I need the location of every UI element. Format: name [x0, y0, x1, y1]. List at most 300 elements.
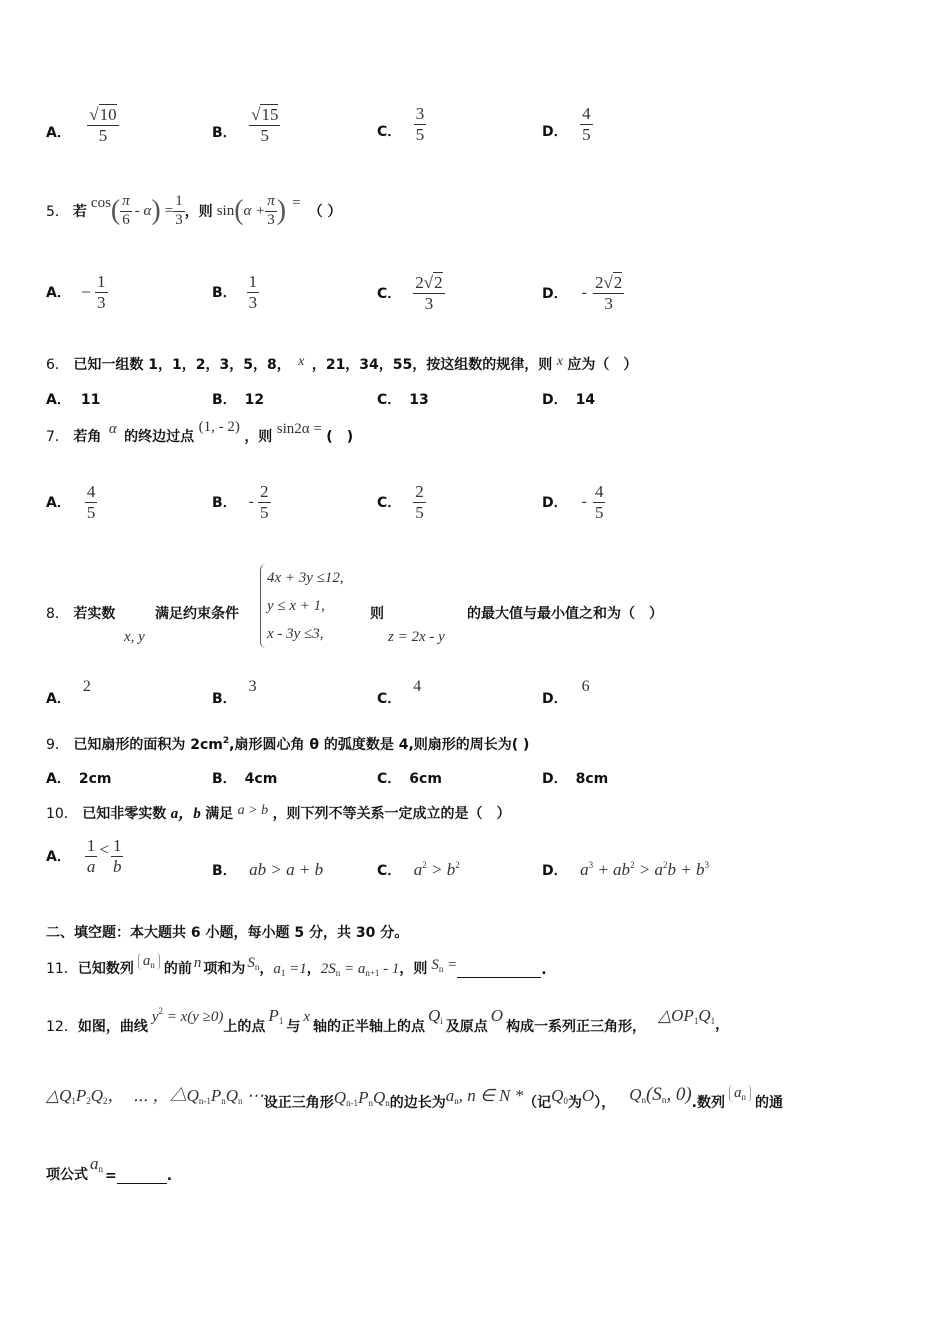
- q12-text: 轴的正半轴上的点: [312, 1019, 425, 1035]
- var-a: a: [273, 961, 281, 977]
- exponent: 2: [158, 1006, 163, 1016]
- numerator: π: [122, 193, 130, 210]
- q11-text: ，则: [399, 961, 428, 977]
- expression: [414, 860, 460, 879]
- period: .: [541, 962, 547, 978]
- period: .: [166, 1168, 173, 1184]
- pi-over-6: [120, 193, 132, 229]
- q12-text: 设正三角形: [263, 1095, 334, 1111]
- var-alpha: α: [108, 421, 117, 437]
- term: P: [75, 1086, 87, 1105]
- var-x: x: [303, 1009, 310, 1025]
- subscript: n: [98, 1164, 103, 1174]
- point: (1, - 2): [198, 419, 240, 435]
- q4-option-c: [377, 104, 426, 144]
- question-12-line3: [46, 1152, 172, 1184]
- var-n: n: [193, 955, 202, 971]
- denominator: 6: [120, 211, 132, 229]
- option-label: C．: [377, 392, 402, 408]
- term: + ab: [593, 860, 631, 879]
- superscript: 2: [222, 736, 230, 746]
- equals: =: [164, 202, 174, 219]
- var-y: y: [151, 1009, 159, 1025]
- numerator: 2: [260, 482, 269, 501]
- pi-over-3: [265, 193, 277, 229]
- term: > a: [634, 860, 664, 879]
- term: = a: [340, 961, 366, 977]
- q12-text: .数列: [691, 1095, 725, 1111]
- point-qi: [428, 1006, 443, 1026]
- subscript: n: [150, 960, 155, 970]
- q8-text: 的最大值与最小值之和为（ ）: [467, 606, 663, 622]
- base-a: a: [413, 860, 423, 879]
- fraction: [85, 836, 98, 876]
- option-label: B．: [212, 495, 237, 512]
- q8-option-c: [377, 676, 422, 707]
- var-a: a: [445, 1086, 455, 1105]
- q12-text: （记: [523, 1095, 552, 1111]
- subscript: n: [641, 1095, 646, 1105]
- section-title: 二、填空题：本大题共 6 小题，每小题 5 分，共 30 分。: [46, 925, 409, 941]
- sign: -: [581, 493, 587, 511]
- q12-text: 与: [286, 1019, 301, 1035]
- term: Q: [698, 1006, 711, 1025]
- subscript: 2: [86, 1096, 91, 1106]
- option-label: B．: [212, 124, 237, 141]
- radicand: 15: [261, 105, 279, 124]
- var-x: x: [556, 354, 563, 369]
- operator: >: [426, 860, 447, 879]
- option-label: A．: [46, 691, 71, 707]
- var-q: Q: [427, 1006, 441, 1025]
- option-label: D．: [542, 863, 568, 879]
- triangle-1: [658, 1006, 715, 1026]
- question-number: 5．: [46, 204, 69, 220]
- coefficient: 2: [594, 273, 604, 292]
- sequence-an: [138, 953, 160, 970]
- subscript: n: [335, 968, 341, 978]
- var-s: S: [431, 957, 439, 973]
- radicand: 2: [613, 273, 623, 292]
- subscript: 2: [103, 1096, 108, 1106]
- term: Q: [372, 1088, 386, 1107]
- var-a: a: [142, 953, 151, 969]
- vars-ab: a，b: [170, 806, 201, 822]
- operator: <: [99, 840, 109, 860]
- q6-option-a: [46, 389, 100, 409]
- question-number: 7．: [46, 429, 69, 445]
- option-label: D．: [542, 691, 568, 707]
- constraint-system: [260, 564, 344, 648]
- option-label: B．: [212, 285, 237, 302]
- fraction: [414, 104, 427, 144]
- q10-option-d: [542, 860, 709, 880]
- qn-coord: [629, 1084, 691, 1106]
- question-11-stem: [46, 948, 547, 978]
- q6-option-d: [542, 389, 595, 409]
- term: ⋯: [242, 1086, 264, 1105]
- right-paren: ): [151, 195, 161, 226]
- numerator: 4: [594, 482, 604, 501]
- q4-option-a: [46, 104, 119, 145]
- constraint-2: y ≤ x + 1,: [267, 598, 325, 614]
- denominator: 3: [248, 292, 258, 312]
- equals: =: [105, 1168, 117, 1184]
- exponent: 2: [663, 860, 668, 870]
- exponent: 2: [422, 860, 427, 870]
- cos-fn: cos: [90, 194, 111, 211]
- option-label: B．: [212, 392, 237, 408]
- q8-option-a: [46, 676, 91, 707]
- triangle-n: [108, 1081, 264, 1106]
- fraction: [95, 272, 108, 312]
- coord: , 0): [666, 1084, 692, 1105]
- subscript: i: [440, 1016, 443, 1026]
- term: Q: [225, 1086, 239, 1105]
- q12-text: 为: [567, 1095, 582, 1111]
- brace: [260, 564, 344, 648]
- right-paren: ): [276, 195, 287, 226]
- option-label: D．: [542, 495, 568, 512]
- option-value: 6cm: [409, 771, 442, 787]
- question-12-line1: [46, 1002, 729, 1036]
- subscript: n: [661, 1095, 667, 1105]
- subscript: 1: [710, 1016, 716, 1026]
- var-q: Q: [629, 1085, 642, 1104]
- option-label: D．: [542, 392, 568, 408]
- recurrence: [321, 961, 400, 978]
- option-value: 2cm: [78, 771, 112, 787]
- option-label: A．: [46, 124, 71, 141]
- question-9-stem: [46, 734, 529, 754]
- q10-text: ，则下列不等关系一定成立的是（ ）: [272, 806, 511, 822]
- radicand: 10: [99, 105, 117, 124]
- numerator: 4: [86, 482, 96, 501]
- question-8-stem: [46, 603, 115, 623]
- q10-option-b: [212, 860, 323, 880]
- fraction: $\frac{2√2}{3}$: [594, 273, 623, 313]
- subscript: n-1: [346, 1098, 359, 1108]
- numerator: 3: [415, 104, 425, 123]
- question-12-line2: [46, 1076, 783, 1112]
- fraction: [247, 272, 260, 312]
- side-length: [446, 1086, 523, 1106]
- q12-text: ），: [594, 1095, 616, 1111]
- fraction: [111, 836, 124, 876]
- subscript: n: [438, 964, 444, 974]
- expression: ab > a + b: [249, 860, 324, 879]
- q12-text: 及原点: [445, 1019, 488, 1035]
- fraction: [85, 482, 98, 522]
- denominator: 5: [87, 125, 118, 146]
- term: P: [358, 1088, 369, 1107]
- exponent: 3: [704, 860, 710, 870]
- radicand: 2: [434, 273, 443, 292]
- denominator: b: [112, 856, 122, 876]
- comma: ，: [715, 1017, 730, 1033]
- coord: (S: [645, 1084, 662, 1105]
- left-paren: (: [110, 195, 121, 226]
- subscript: n: [221, 1096, 226, 1106]
- q9-text: 已知扇形的面积为 2cm: [73, 737, 223, 753]
- term: ， ⋯ ，△Q: [107, 1086, 199, 1105]
- option-label: B．: [212, 771, 237, 787]
- q9-text: ,扇形圆心角 θ 的弧度数是 4,则扇形的周长为( ): [229, 737, 530, 753]
- domain: , n ∈ N *: [458, 1086, 524, 1105]
- denominator: 3: [413, 293, 444, 314]
- option-value: 3: [248, 678, 257, 695]
- question-number: 8．: [46, 606, 69, 622]
- q7-option-c: [377, 482, 426, 522]
- question-number: 6．: [46, 357, 69, 373]
- constraint-3: x - 3y ≤3,: [267, 626, 324, 642]
- option-value: 4cm: [244, 771, 278, 787]
- option-value: 14: [575, 392, 596, 408]
- var-s: S: [247, 955, 255, 971]
- denominator: 3: [265, 211, 277, 229]
- q8-text: 满足约束条件: [155, 606, 239, 622]
- numerator: 2: [415, 482, 424, 501]
- q8-option-d: [542, 676, 590, 707]
- option-value: 12: [244, 392, 265, 408]
- subscript: n+1: [365, 968, 380, 978]
- option-label: A．: [46, 849, 71, 866]
- denominator: 5: [594, 502, 604, 522]
- term: a: [580, 860, 589, 879]
- q8-option-b: [212, 676, 257, 707]
- subscript: 1: [278, 1016, 284, 1026]
- q10-option-a: [46, 836, 123, 876]
- fraction: [593, 482, 606, 522]
- question-number: 9．: [46, 737, 69, 753]
- q6-text: 已知一组数 1，1，2，3，5，8，: [73, 357, 291, 373]
- numerator: π: [267, 193, 275, 210]
- question-number: 10．: [46, 806, 78, 822]
- numerator: 1: [248, 272, 258, 291]
- q9-option-c: [377, 768, 442, 788]
- minus-sign: -: [581, 283, 587, 301]
- subscript: n: [741, 1092, 746, 1102]
- sequence-an: [729, 1085, 751, 1102]
- q5-then: ，则: [184, 204, 213, 220]
- q7-option-d: [542, 482, 605, 522]
- q7-text: 若角: [73, 429, 102, 445]
- option-value: 11: [80, 392, 101, 408]
- question-6-stem: [46, 354, 637, 374]
- question-10-stem: [46, 802, 511, 823]
- q12-text: 的边长为: [389, 1095, 446, 1111]
- exponent: 2: [455, 860, 460, 870]
- alpha-plus: α +: [243, 202, 266, 219]
- subscript: 1: [280, 968, 286, 978]
- option-label: B．: [212, 691, 237, 707]
- numerator: 1: [86, 836, 96, 855]
- q5-option-b: [212, 272, 259, 312]
- question-7-stem: [46, 419, 354, 446]
- left-paren: (: [234, 195, 244, 226]
- term: P: [210, 1086, 222, 1105]
- q4-option-d: [542, 104, 593, 144]
- denominator: 3: [175, 211, 183, 228]
- numerator: 1: [97, 272, 106, 291]
- constraint-1: 4x + 3y ≤12,: [267, 570, 344, 586]
- q9-option-b: [212, 768, 277, 788]
- q7-text: 的终边过点: [124, 429, 195, 445]
- option-label: C．: [377, 495, 402, 512]
- option-value: 13: [409, 392, 429, 408]
- question-number: 11．: [46, 961, 78, 977]
- denominator: 5: [582, 124, 591, 144]
- var-x: x: [298, 354, 305, 369]
- subscript: 1: [693, 1016, 699, 1026]
- term: △Q: [46, 1086, 72, 1105]
- option-label: A．: [46, 392, 71, 408]
- condition: a > b: [237, 803, 269, 818]
- q5-option-a: [46, 272, 108, 312]
- triangle-general: [334, 1088, 390, 1108]
- q6-text: ，21，34，55，按这组数的规律，则: [311, 357, 553, 373]
- an-general: [90, 1154, 103, 1174]
- q6-text: 应为（ ）: [567, 357, 638, 373]
- numerator: 4: [582, 104, 591, 123]
- denominator: 5: [415, 502, 424, 522]
- q12-text: 如图，曲线: [77, 1019, 148, 1035]
- sin-fn: sin: [216, 202, 235, 219]
- term: - 1: [379, 961, 400, 977]
- term: 2S: [320, 961, 336, 977]
- q12-text: 项公式: [46, 1167, 88, 1183]
- answer-blank[interactable]: [457, 963, 541, 978]
- point-p1: [268, 1006, 283, 1026]
- q5-option-d: [542, 272, 624, 313]
- q7-text: ，则: [244, 429, 273, 445]
- fraction: $\frac{√10}{5}$: [89, 105, 117, 145]
- option-label: A．: [46, 771, 71, 787]
- term: Q: [90, 1086, 104, 1105]
- comma: ，: [259, 961, 274, 977]
- sn-eq: [431, 957, 457, 974]
- base-b: b: [446, 860, 456, 879]
- q12-text: 的通: [754, 1095, 783, 1111]
- exponent: 3: [588, 860, 594, 870]
- origin-o: O: [490, 1006, 504, 1025]
- q7-option-b: [212, 482, 271, 522]
- q11-text: 项和为: [203, 961, 246, 977]
- q5-option-c: [377, 272, 445, 313]
- var-a: a: [733, 1085, 742, 1101]
- option-value: 8cm: [575, 771, 609, 787]
- denominator: 5: [249, 125, 280, 146]
- subscript: n: [254, 962, 260, 972]
- minus-sign: −: [80, 281, 91, 302]
- q6-option-c: [377, 389, 429, 409]
- sin2alpha: sin2α =: [276, 421, 322, 437]
- numerator: 1: [175, 193, 183, 210]
- q0: [551, 1086, 568, 1106]
- option-value: 6: [581, 678, 590, 695]
- subscript: n-1: [198, 1096, 211, 1106]
- q8-xy: x, y: [124, 629, 145, 645]
- one-third: [173, 193, 185, 229]
- answer-blank[interactable]: [117, 1169, 167, 1184]
- q10-text: 满足: [205, 806, 234, 822]
- origin-o: O: [581, 1086, 595, 1105]
- expression: [580, 860, 709, 879]
- subscript: 0: [563, 1096, 568, 1106]
- denominator: 3: [593, 293, 624, 314]
- option-label: C．: [377, 691, 402, 707]
- subscript: n: [368, 1098, 373, 1108]
- curve-eq: [152, 1006, 224, 1026]
- denominator: a: [86, 856, 96, 876]
- term: Q: [333, 1088, 347, 1107]
- q11-text: 的前: [163, 961, 192, 977]
- a1-eq: [273, 961, 306, 978]
- triangle-2: [46, 1086, 108, 1106]
- fraction: $\frac{2√2}{3}$: [415, 273, 443, 313]
- fraction: [413, 482, 426, 522]
- option-label: C．: [377, 863, 402, 879]
- numerator: 1: [112, 836, 122, 855]
- q10-option-c: [377, 860, 460, 880]
- option-value: 4: [413, 678, 422, 695]
- denominator: 5: [86, 502, 96, 522]
- option-label: B．: [212, 863, 237, 879]
- q7-option-a: [46, 482, 97, 522]
- sn: [247, 955, 259, 972]
- answer-paren: （ ）: [308, 204, 342, 220]
- var-p: P: [268, 1006, 279, 1025]
- q10-text: 已知非零实数: [82, 806, 167, 822]
- option-label: D．: [542, 771, 568, 787]
- coefficient: 2: [415, 273, 424, 292]
- q6-option-b: [212, 389, 264, 409]
- option-label: D．: [542, 285, 568, 302]
- q8-then: 则: [370, 606, 384, 622]
- option-label: A．: [46, 285, 71, 302]
- q9-option-d: [542, 768, 608, 788]
- q11-text: 已知数列: [77, 961, 134, 977]
- q5-text: 若: [72, 204, 87, 220]
- equals: =: [292, 194, 301, 211]
- denominator: 5: [260, 502, 269, 522]
- var-q: Q: [551, 1086, 564, 1105]
- fraction: [258, 482, 271, 522]
- comma: ，: [306, 961, 321, 977]
- question-5-stem: [46, 186, 341, 236]
- option-label: C．: [377, 771, 402, 787]
- q12-text: 构成一系列正三角形，: [506, 1019, 647, 1035]
- subscript: 1: [71, 1096, 76, 1106]
- fraction: [580, 104, 593, 144]
- question-number: 12．: [46, 1019, 78, 1035]
- eq: =1: [285, 961, 307, 977]
- term: b + b: [667, 860, 705, 879]
- subscript: n: [238, 1096, 243, 1106]
- subscript: n: [454, 1096, 459, 1106]
- q12-text: 上的点: [223, 1019, 266, 1035]
- minus-alpha: - α: [134, 202, 152, 219]
- q4-option-b: [212, 104, 280, 145]
- option-label: C．: [377, 285, 402, 302]
- term: △OP: [658, 1006, 694, 1025]
- option-label: D．: [542, 124, 568, 141]
- q9-option-a: [46, 768, 111, 788]
- q8-text: 若实数: [73, 606, 116, 622]
- denominator: 3: [97, 292, 106, 312]
- curve-rest: = x(y ≥0): [163, 1009, 224, 1025]
- subscript: n: [385, 1098, 390, 1108]
